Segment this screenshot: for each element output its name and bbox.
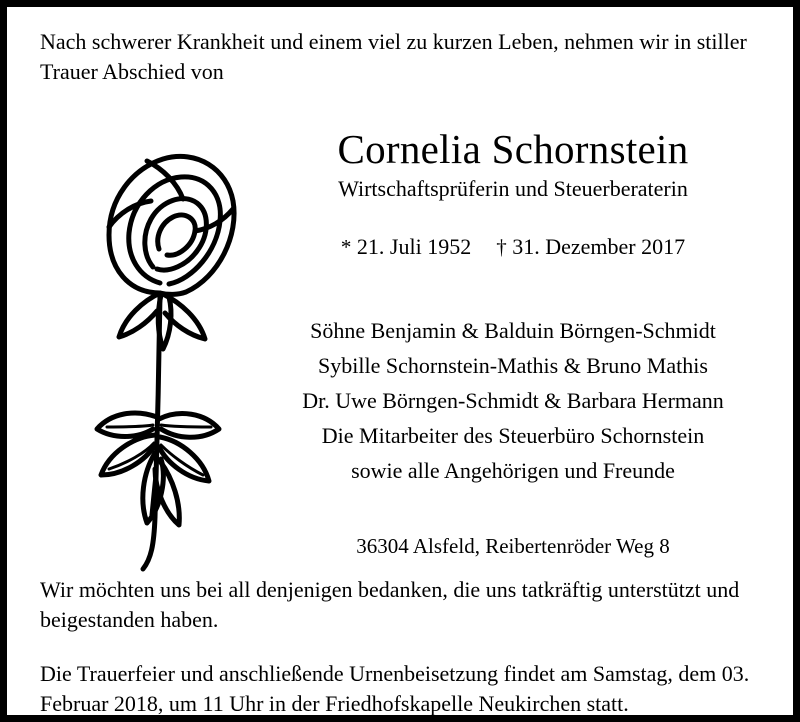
list-item: Dr. Uwe Börngen-Schmidt & Barbara Hermann xyxy=(302,388,724,413)
list-item: Sybille Schornstein-Mathis & Bruno Mathis xyxy=(318,353,708,378)
deceased-profession: Wirtschaftsprüferin und Steuerberaterin xyxy=(338,176,688,201)
list-item: Die Mitarbeiter des Steuerbüro Schornstein xyxy=(321,423,705,448)
thanks-paragraph: Wir möchten uns bei all denjenigen bedanken, die uns tatkräftig unterstützt und beigestanden haben. xyxy=(40,577,740,632)
list-item: sowie alle Angehörigen und Freunde xyxy=(351,458,675,483)
page-inner xyxy=(7,7,793,715)
list-item: Söhne Benjamin & Balduin Börngen-Schmidt xyxy=(310,318,716,343)
address-line: 36304 Alsfeld, Reibertenröder Weg 8 xyxy=(356,534,670,558)
death-symbol: † xyxy=(496,235,507,259)
death-date: 31. Dezember 2017 xyxy=(512,234,686,259)
birth-date: 21. Juli 1952 xyxy=(356,234,472,259)
closing-text xyxy=(40,575,765,719)
mourners-list xyxy=(253,313,773,488)
birth-symbol: * xyxy=(340,235,352,259)
deceased-name: Cornelia Schornstein xyxy=(337,126,689,172)
life-dates xyxy=(253,233,773,261)
rose-illustration xyxy=(47,117,247,577)
center-content xyxy=(253,125,773,560)
ceremony-paragraph: Die Trauerfeier und anschließende Urnenbeisetzung findet am Samstag, dem 03. Februar 2018, um 11 Uhr in der Friedhofskapelle Neukirchen statt. xyxy=(40,661,750,716)
intro-text: Nach schwerer Krankheit und einem viel zu kurzen Leben, nehmen wir in stiller Trauer Abschied von xyxy=(40,29,747,84)
